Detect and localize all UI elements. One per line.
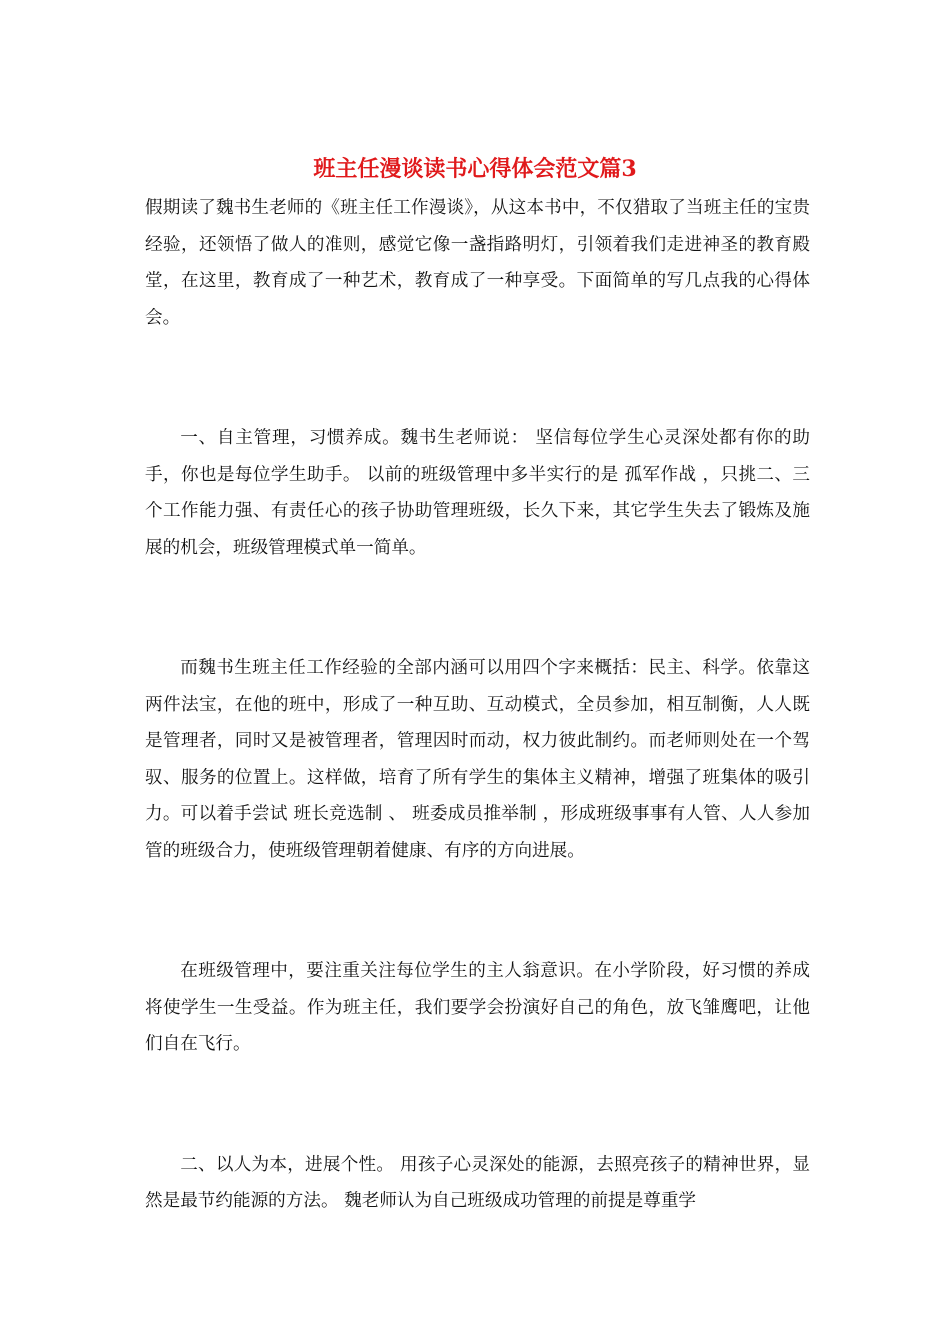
paragraph-intro: 假期读了魏书生老师的《班主任工作漫谈》，从这本书中，不仅猎取了当班主任的宝贵经验，还领悟了做人的准则，感觉它像一盏指路明灯，引领着我们走进神圣的教育殿堂，在这里，教育成了一种艺术，教育成了一种享受。下面简单的写几点我的心得体会。 [145,198,810,328]
paragraph-spacer [145,869,810,953]
paragraph-self-management: 一、自主管理，习惯养成。魏书生老师说： 坚信每位学生心灵深处都有你的助手，你也是每位学生助手。 以前的班级管理中多半实行的是 孤军作战 ，只挑二、三个工作能力强、有责任心的孩子协助管理班级，长久下来，其它学生失去了锻炼及施展的机会，班级管理模式单一简单。 [145,428,810,558]
paragraph-ownership: 在班级管理中，要注重关注每位学生的主人翁意识。在小学阶段，好习惯的养成将使学生一生受益。作为班主任，我们要学会扮演好自己的角色，放飞雏鹰吧，让他们自在飞行。 [145,961,810,1054]
paragraph-democracy-science: 而魏书生班主任工作经验的全部内涵可以用四个字来概括：民主、科学。依靠这两件法宝，在他的班中，形成了一种互助、互动模式，全员参加，相互制衡，人人既是管理者，同时又是被管理者，管理因时而动，权力彼此制约。而老师则处在一个驾驭、服务的位置上。这样做，培育了所有学生的集体主义精神，增强了班集体的吸引力。可以着手尝试 班长竞选制 、 班委成员推举制 ，形成班级事事有人管、人人参加管的班级合力，使班级管理朝着健康、有序的方向进展。 [145,658,810,861]
paragraph-spacer [145,566,810,650]
paragraph-spacer [145,1063,810,1147]
paragraph-spacer [145,336,810,420]
document-body [145,190,810,1220]
document-title: 班主任漫谈读书心得体会范文篇3 [313,156,637,182]
paragraph-people-oriented: 二、以人为本，进展个性。 用孩子心灵深处的能源，去照亮孩子的精神世界，显然是最节约能源的方法。 魏老师认为自己班级成功管理的前提是尊重学 [145,1154,810,1211]
